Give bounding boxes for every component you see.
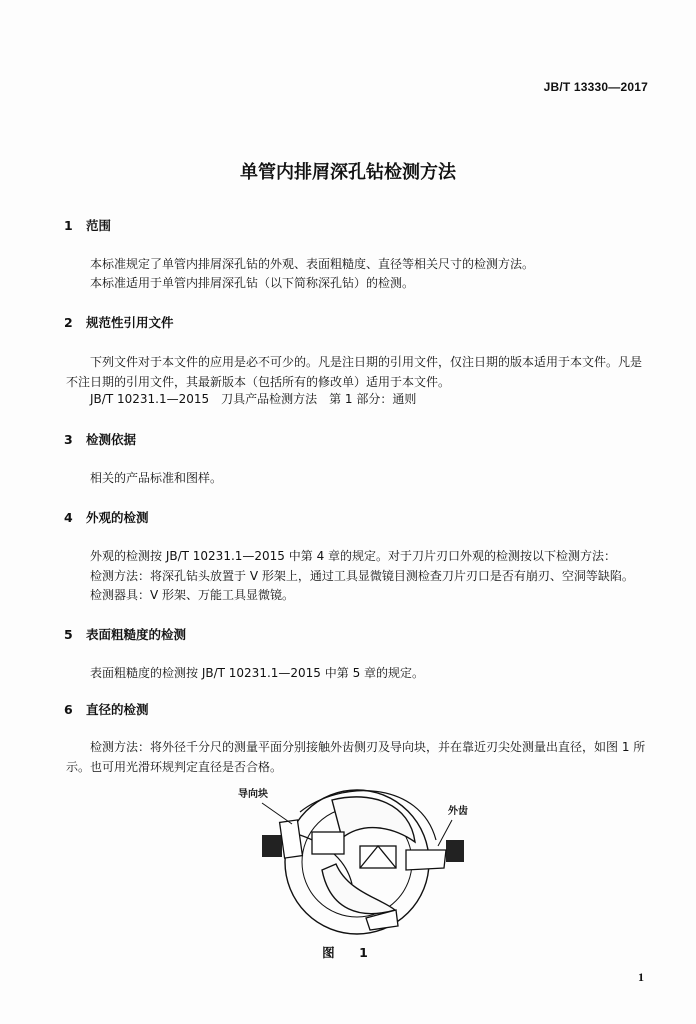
paragraph: 外观的检测按 JB/T 10231.1—2015 中第 4 章的规定。对于刀片刃口外观的检测按以下检测方法： [90,549,617,563]
section-4-heading [64,508,149,526]
figure-1-diagram [0,780,696,950]
micrometer-anvil-right [446,840,464,862]
section-title: 检测依据 [86,432,137,447]
section-title: 外观的检测 [86,510,149,525]
section-number: 2 [64,315,73,330]
paragraph: 本标准适用于单管内排屑深孔钻（以下简称深孔钻）的检测。 [90,276,415,290]
paragraph: 下列文件对于本文件的应用是必不可少的。凡是注日期的引用文件，仅注日期的版本适用于本文件。凡是不注日期的引用文件，其最新版本（包括所有的修改单）适用于本文件。 [66,355,643,389]
section-title: 直径的检测 [86,702,149,717]
section-1-heading [64,216,111,234]
section-title: 范围 [86,218,112,233]
figure-caption: 图 1 [322,945,374,960]
outer-tooth-insert [406,850,446,870]
paragraph: 相关的产品标准和图样。 [90,471,223,485]
paragraph: 检测方法：将深孔钻头放置于 V 形架上，通过工具显微镜目测检查刀片刃口是否有崩刃、空洞等缺陷。 [90,569,634,583]
insert-center [312,832,344,854]
reference-entry: JB/T 10231.1—2015 刀具产品检测方法 第 1 部分：通则 [90,392,417,406]
section-2-heading [64,313,174,331]
section-6-heading [64,700,149,718]
guide-block [280,820,303,858]
leader-guide-block [262,803,292,824]
page-number: 1 [638,970,644,984]
document-title: 单管内排屑深孔钻检测方法 [240,162,456,183]
section-title: 规范性引用文件 [86,315,174,330]
section-number: 3 [64,432,73,447]
section-number: 1 [64,218,73,233]
insert-middle [360,846,396,868]
micrometer-anvil-left [262,835,282,857]
section-number: 5 [64,627,73,642]
chip-flute-lower [322,864,395,914]
paragraph: 本标准规定了单管内排屑深孔钻的外观、表面粗糙度、直径等相关尺寸的检测方法。 [90,257,535,271]
label-outer-tooth: 外齿 [448,806,468,817]
paragraph: 表面粗糙度的检测按 JB/T 10231.1—2015 中第 5 章的规定。 [90,666,425,680]
section-number: 4 [64,510,73,525]
label-guide-block: 导向块 [238,789,268,800]
section-3-heading [64,430,136,448]
paragraph: 检测器具：V 形架、万能工具显微镜。 [90,588,295,602]
section-number: 6 [64,702,73,717]
section-title: 表面粗糙度的检测 [86,627,187,642]
section-5-heading [64,625,186,643]
standard-number: JB/T 13330—2017 [543,80,648,94]
paragraph: 检测方法：将外径千分尺的测量平面分别接触外齿侧刃及导向块，并在靠近刃尖处测量出直径，如图 1 所示。也可用光滑环规判定直径是否合格。 [66,740,646,774]
